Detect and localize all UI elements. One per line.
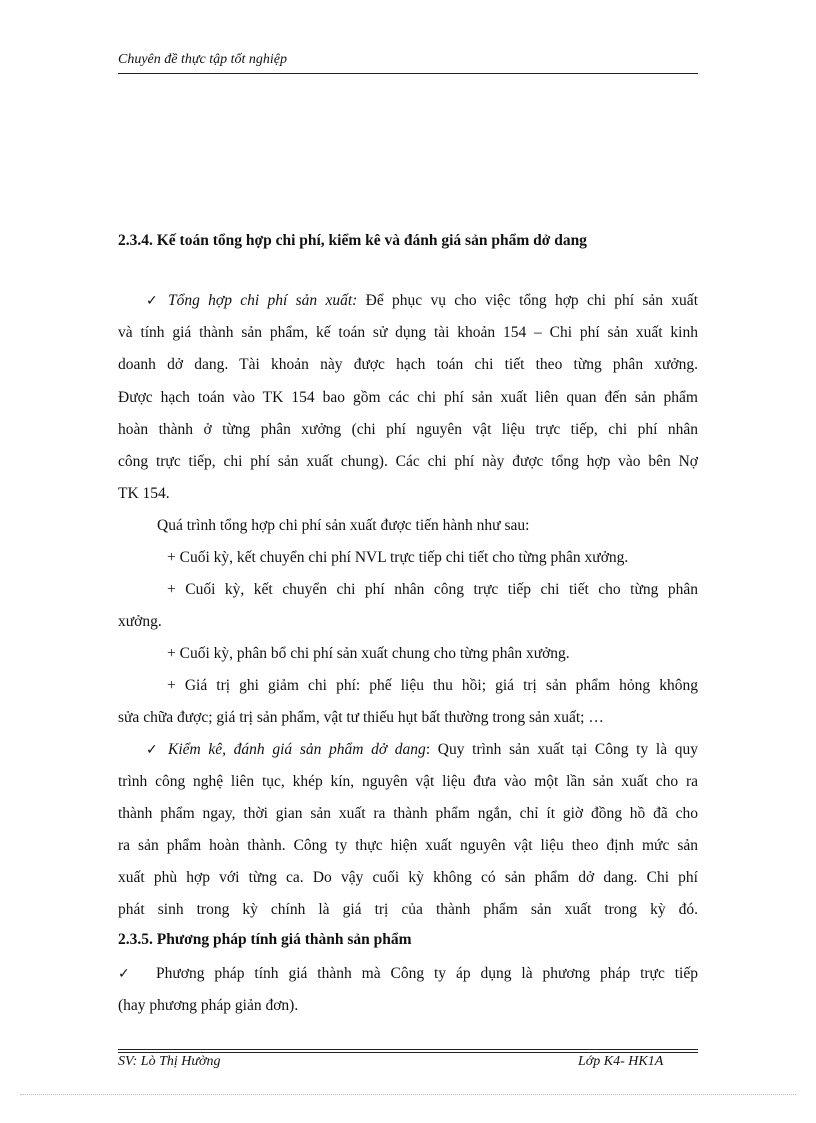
para2-intro: Quá trình tổng hợp chi phí sản xuất được tiến hành như sau: (157, 517, 530, 534)
para1-line-7: TK 154. (118, 485, 170, 502)
para1-line-3: doanh dở dang. Tài khoản này được hạch toán chi tiết theo từng phân xưởng. (118, 356, 698, 373)
page-bottom-border (20, 1094, 796, 1095)
section-heading-2-3-4: 2.3.4. Kế toán tổng hợp chi phí, kiểm kê và đánh giá sản phẩm dở dang (118, 232, 587, 249)
checkmark-icon: ✓ (146, 742, 158, 758)
para4-line1-text: Phương pháp tính giá thành mà Công ty áp dụng là phương pháp trực tiếp (156, 965, 698, 982)
para1-line-1 (146, 292, 698, 310)
para1-line1-text: Để phục vụ cho việc tổng hợp chi phí sản xuất (357, 292, 698, 309)
para2-item-3: + Cuối kỳ, phân bổ chi phí sản xuất chung cho từng phân xưởng. (167, 645, 570, 662)
para1-line-2: và tính giá thành sản phẩm, kế toán sử dụng tài khoản 154 – Chi phí sản xuất kinh (118, 324, 698, 341)
header-divider (118, 73, 698, 74)
checkmark-icon: ✓ (118, 966, 130, 982)
para2-item-4-line-2: sửa chữa được; giá trị sản phẩm, vật tư thiếu hụt bất thường trong sản xuất; … (118, 709, 604, 726)
para1-line-5: hoàn thành ở từng phân xưởng (chi phí nguyên vật liệu trực tiếp, chi phí nhân (118, 421, 698, 438)
para3-line-6: phát sinh trong kỳ chính là giá trị của thành phẩm sản xuất trong kỳ đó. (118, 901, 698, 918)
para3-lead: Kiểm kê, đánh giá sản phẩm dở dang (168, 741, 426, 758)
para3-line-2: trình công nghệ liên tục, khép kín, nguyên vật liệu đưa vào một lần sản xuất cho ra (118, 773, 698, 790)
footer-student: SV: Lò Thị Hường (118, 1054, 221, 1069)
footer-class: Lớp K4- HK1A (578, 1054, 664, 1069)
para2-item-2-line-1: + Cuối kỳ, kết chuyển chi phí nhân công trực tiếp chi tiết cho từng phân (167, 581, 698, 598)
page-header: Chuyên đề thực tập tốt nghiệp (118, 52, 287, 67)
para3-line-4: ra sản phẩm hoàn thành. Công ty thực hiện xuất nguyên vật liệu theo định mức sản (118, 837, 698, 854)
checkmark-icon: ✓ (146, 293, 158, 309)
para4-line-2: (hay phương pháp giản đơn). (118, 997, 299, 1014)
footer-divider-secondary (118, 1052, 698, 1053)
para2-item-1: + Cuối kỳ, kết chuyển chi phí NVL trực tiếp chi tiết cho từng phân xưởng. (167, 549, 629, 566)
para2-item-4-line-1: + Giá trị ghi giảm chi phí: phế liệu thu hồi; giá trị sản phẩm hỏng không (167, 677, 698, 694)
para3-line-3: thành phẩm ngay, thời gian sản xuất ra thành phẩm ngắn, chỉ ít giờ đồng hồ đã cho (118, 805, 698, 822)
para2-item-2-line-2: xưởng. (118, 613, 162, 630)
para3-line1-text: : Quy trình sản xuất tại Công ty là quy (425, 741, 698, 758)
para1-line-4: Được hạch toán vào TK 154 bao gồm các chi phí sản xuất liên quan đến sản phẩm (118, 389, 698, 406)
para1-lead: Tổng hợp chi phí sản xuất: (168, 292, 358, 309)
para3-line-1 (146, 741, 698, 759)
footer-divider (118, 1049, 698, 1050)
para4-line-1 (118, 965, 698, 983)
para3-line-5: xuất phù hợp với từng ca. Do vậy cuối kỳ không có sản phẩm dở dang. Chi phí (118, 869, 698, 886)
section-heading-2-3-5: 2.3.5. Phương pháp tính giá thành sản phẩm (118, 931, 412, 948)
para1-line-6: công trực tiếp, chi phí sản xuất chung). Các chi phí này được tổng hợp vào bên Nợ (118, 453, 698, 470)
